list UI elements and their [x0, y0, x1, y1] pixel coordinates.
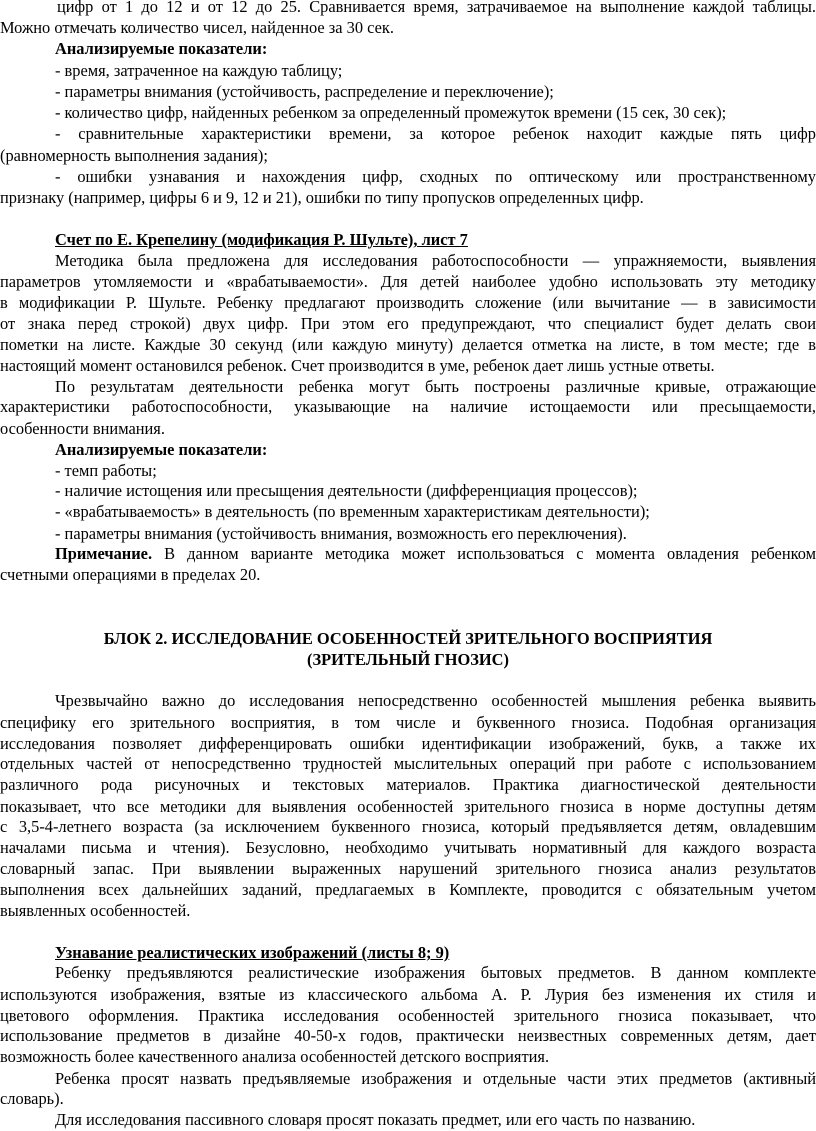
indicator-item: - наличие истощения или пресыщения деятельности (дифференциация процессов); [55, 481, 638, 501]
paragraph-line: Для исследования пассивного словаря просят показать предмет, или его часть по названию. [55, 1110, 696, 1129]
note-label: Примечание. [55, 543, 153, 563]
paragraph-line: с 3,5-4-летнего возраста (за исключением буквенного гнозиса, который предъявляется детям, овладевшим [0, 816, 816, 836]
indicator-item: - сравнительные характеристики времени, за которое ребенок находит каждые пять цифр [55, 124, 816, 144]
paragraph-line: словарный запас. При выявлении выраженных нарушений зрительного гнозиса анализ результатов [0, 859, 816, 879]
intro-line-2: Можно отмечать количество чисел, найденное за 30 сек. [0, 18, 394, 38]
note-line [0, 543, 816, 564]
paragraph-line: Методика была предложена для исследования работоспособности — упражняемости, выявления [55, 250, 816, 270]
paragraph-line: возможность более качественного анализа особенностей детского восприятия. [0, 1047, 550, 1067]
indicator-item: признаку (например, цифры 6 и 9, 12 и 21), ошибки по типу пропусков определенных цифр. [0, 188, 644, 207]
indicator-item: - время, затраченное на каждую таблицу; [55, 60, 343, 80]
paragraph-line: исследования позволяет дифференцировать ошибки идентификации изображений, букв, а также их [0, 733, 816, 753]
indicator-item: - «врабатываемость» в деятельность (по временным характеристикам деятельности); [55, 502, 650, 522]
paragraph-line: цветового оформления. Практика исследования особенностей зрительного гнозиса показывает, что [0, 1005, 816, 1025]
block-title-line-2: (ЗРИТЕЛЬНЫЙ ГНОЗИС) [307, 649, 509, 669]
paragraph-line: Ребенка просят назвать предъявляемые изображения и отдельные части этих предметов (активный [55, 1068, 816, 1088]
paragraph-line: По результатам деятельности ребенка могут быть построены различные кривые, отражающие [55, 377, 816, 396]
paragraph-line: началами письма и чтения). Безусловно, необходимо учитывать нормативный для каждого возраста [0, 838, 816, 857]
paragraph-line: от знака перед строкой) двух цифр. При этом его предупреждают, что специалист будет делать свои [0, 314, 816, 334]
block-title-line-1: БЛОК 2. ИССЛЕДОВАНИЕ ОСОБЕННОСТЕЙ ЗРИТЕЛЬНОГО ВОСПРИЯТИЯ [103, 628, 713, 648]
paragraph-line: характеристики работоспособности, указывающие на наличие истощаемости или пресыщаемости, [0, 397, 816, 417]
paragraph-line: показывает, что все методики для выявления особенностей зрительного гнозиса в норме доступны детям [0, 796, 816, 816]
paragraph-line: словарь). [0, 1088, 64, 1108]
paragraph-line: особенности внимания. [0, 418, 165, 438]
indicator-item: (равномерность выполнения задания); [0, 145, 268, 165]
paragraph-line: использование предметов в дизайне 40-50-х годов, практически неизвестных современных детям, дает [0, 1026, 816, 1046]
paragraph-line: специфику его зрительного восприятия, в том числе и буквенного гнозиса. Подобная организация [0, 712, 816, 732]
indicators-heading: Анализируемые показатели: [55, 39, 268, 59]
paragraph-line: выполнения всех дальнейших заданий, предлагаемых в Комплекте, проводится с обязательным учетом [0, 879, 816, 899]
paragraph-line: настоящий момент остановился ребенок. Счет производится в уме, ребенок дает лишь устные ответы. [0, 355, 715, 375]
paragraph-line: в модификации Р. Шульте. Ребенку предлагают производить сложение (или вычитание — в зависимости [0, 293, 816, 313]
paragraph-line: отдельных частей от непосредственно трудностей мыслительных операций при работе с использованием [0, 754, 816, 774]
note-text: В данном варианте методика может использоваться с момента овладения ребенком [152, 543, 816, 563]
note-line-2: счетными операциями в пределах 20. [0, 565, 261, 585]
indicator-item: - количество цифр, найденных ребенком за определенный промежуток времени (15 сек, 30 сек); [55, 103, 727, 123]
paragraph-line: выявленных особенностей. [0, 900, 191, 920]
paragraph-line: используются изображения, взятые из классического альбома А. Р. Лурия без изменения их стиля и [0, 984, 816, 1004]
indicator-item: - параметры внимания (устойчивость, распределение и переключение); [55, 81, 554, 101]
paragraph-line: Чрезвычайно важно до исследования непосредственно особенностей мышления ребенка выявить [55, 691, 816, 711]
indicators-heading: Анализируемые показатели: [55, 439, 268, 459]
paragraph-line: пометки на листе. Каждые 30 секунд (или каждую минуту) делается отметка на листе, в том месте; где в [0, 334, 816, 354]
section-title-kraepelin: Счет по Е. Крепелину (модификация Р. Шульте), лист 7 [55, 230, 468, 250]
paragraph-line: параметров утомляемости и «врабатываемости». Для детей наиболее удобно использовать эту методику [0, 271, 816, 291]
paragraph-line: Ребенку предъявляются реалистические изображения бытовых предметов. В данном комплекте [55, 963, 816, 983]
indicator-item: - параметры внимания (устойчивость внимания, возможность его переключения). [55, 523, 627, 543]
indicator-item: - ошибки узнавания и нахождения цифр, сходных по оптическому или пространственному [55, 166, 816, 186]
section-title-realistic: Узнавание реалистических изображений (листы 8; 9) [55, 943, 450, 963]
paragraph-line: различного рода рисуночных и текстовых материалов. Практика диагностической деятельности [0, 775, 816, 795]
indicator-item: - темп работы; [55, 460, 157, 480]
intro-line-1: цифр от 1 до 12 и от 12 до 25. Сравнивается время, затрачиваемое на выполнение каждой таблицы. [57, 0, 816, 16]
